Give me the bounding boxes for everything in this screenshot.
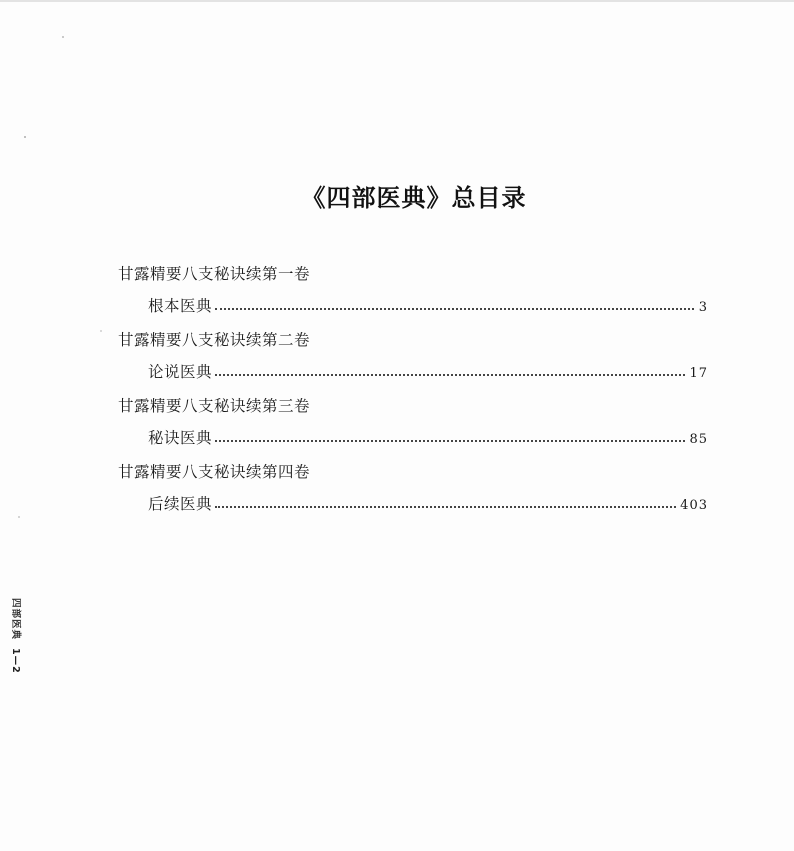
side-page-marker: 1—2 xyxy=(10,648,21,674)
scan-speck xyxy=(24,136,26,138)
entry-page-number: 17 xyxy=(689,366,708,381)
toc-volume-2 xyxy=(118,328,708,394)
entry-label: 后续医典 xyxy=(148,495,213,513)
toc-entry[interactable] xyxy=(118,360,708,394)
side-running-header xyxy=(4,598,26,688)
toc-entry[interactable] xyxy=(118,294,708,328)
toc-entry[interactable] xyxy=(118,426,708,460)
entry-page-number: 3 xyxy=(698,300,708,315)
table-of-contents xyxy=(118,262,708,526)
toc-entry[interactable] xyxy=(118,492,708,526)
page-top-edge xyxy=(0,0,794,2)
entry-label: 根本医典 xyxy=(148,297,213,315)
volume-heading: 甘露精要八支秘诀续第二卷 xyxy=(118,331,311,349)
toc-volume-3 xyxy=(118,394,708,460)
dot-leader xyxy=(215,505,676,508)
volume-heading: 甘露精要八支秘诀续第四卷 xyxy=(118,463,311,481)
toc-title: 《四部医典》总目录 xyxy=(301,184,527,212)
scan-speck xyxy=(62,36,64,38)
dot-leader xyxy=(215,307,694,310)
entry-page-number: 403 xyxy=(680,498,708,513)
side-running-header-text xyxy=(10,598,24,674)
volume-heading: 甘露精要八支秘诀续第一卷 xyxy=(118,265,311,283)
entry-page-number: 85 xyxy=(689,432,708,447)
scan-speck xyxy=(18,516,20,518)
entry-label: 论说医典 xyxy=(148,363,213,381)
toc-volume-4 xyxy=(118,460,708,526)
entry-label: 秘诀医典 xyxy=(148,429,213,447)
dot-leader xyxy=(215,373,685,376)
dot-leader xyxy=(215,439,685,442)
side-book-name: 四部医典 xyxy=(10,598,21,641)
toc-volume-1 xyxy=(118,262,708,328)
volume-heading: 甘露精要八支秘诀续第三卷 xyxy=(118,397,311,415)
scan-speck xyxy=(100,330,102,332)
